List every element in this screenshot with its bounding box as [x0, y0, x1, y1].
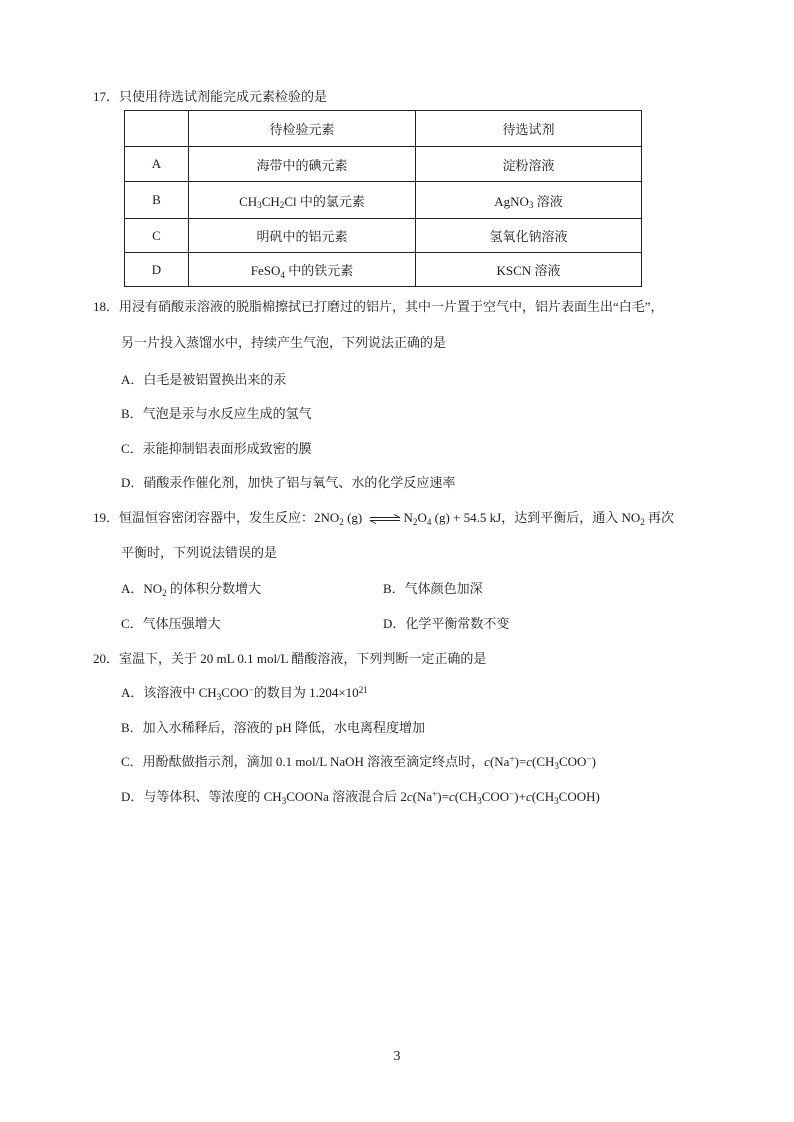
reagent-cell [416, 253, 642, 287]
italic-variable: c [484, 754, 490, 769]
table-header-row [125, 111, 642, 147]
question-number: 20． [93, 651, 120, 666]
subscript: 4 [280, 269, 285, 280]
question-number: 19． [93, 510, 120, 525]
question-20-stem [93, 650, 486, 668]
text-segment: (g) + 54.5 kJ，达到平衡后，通入 NO [431, 510, 641, 525]
question-17-stem [93, 88, 327, 106]
header-cell-element: 待检验元素 [189, 111, 416, 147]
question-18-line-2 [121, 334, 446, 352]
text-segment: 氢氧化钠溶液 [489, 229, 568, 244]
text-segment: 中的铁元素 [284, 263, 354, 278]
text-segment: COONa 溶液混合后 2 [286, 789, 407, 804]
question-text: 只使用待选试剂能完成元素检验的是 [119, 89, 328, 104]
subscript: 3 [477, 795, 482, 806]
text-segment: KSCN 溶液 [496, 263, 561, 278]
element-cell [189, 182, 416, 219]
question-text: 用浸有硝酸汞溶液的脱脂棉擦拭已打磨过的铝片，其中一片置于空气中，铝片表面生出“白毛”， [119, 299, 664, 314]
option-label: A． [121, 372, 144, 387]
table-row [125, 182, 642, 219]
question-18-option-b [121, 405, 312, 423]
superscript: + [432, 788, 438, 799]
element-cell [189, 253, 416, 287]
option-text: 气体颜色加深 [404, 581, 483, 596]
option-label: B． [121, 406, 143, 421]
table-row [125, 253, 642, 287]
text-segment: 淀粉溶液 [502, 157, 555, 173]
option-label: A． [121, 685, 144, 700]
subscript: 3 [554, 760, 559, 771]
superscript: − [248, 684, 254, 695]
text-segment: ) [591, 754, 596, 769]
question-19-line-2 [121, 544, 277, 562]
row-label: B [125, 182, 189, 219]
option-label: B． [121, 720, 143, 735]
question-19-option-d [383, 615, 509, 633]
subscript: 3 [554, 795, 559, 806]
text-segment: )+ [514, 789, 526, 804]
superscript: − [586, 753, 592, 764]
text-segment: Cl 中的氯元素 [284, 193, 365, 209]
option-text: 硝酸汞作催化剂，加快了铝与氧气、水的化学反应速率 [143, 475, 456, 490]
subscript: 3 [216, 691, 222, 702]
text-segment: 用酚酞做指示剂，滴加 0.1 mol/L NaOH 溶液至滴定终点时， [142, 754, 485, 769]
text-segment: (CH [454, 789, 478, 804]
question-19-option-c [121, 615, 221, 633]
option-text: 气体压强增大 [142, 616, 221, 631]
page-number: 3 [393, 1049, 401, 1064]
question-20-option-a [121, 684, 368, 702]
text-segment: 与等体积、等浓度的 CH [143, 789, 282, 804]
option-text: 汞能抑制铝表面形成致密的膜 [142, 441, 312, 456]
question-19-option-b [383, 580, 483, 598]
question-19-line-1 [93, 509, 674, 527]
question-text: 平衡时，下列说法错误的是 [121, 545, 278, 560]
text-segment: )= [514, 754, 527, 769]
option-label: D． [121, 475, 144, 490]
subscript: 2 [279, 200, 285, 211]
text-segment: AgNO [494, 193, 529, 209]
text-segment: COO [558, 754, 587, 769]
question-number: 18． [93, 299, 120, 314]
question-18-line-1 [93, 298, 664, 316]
question-20-option-c [121, 753, 596, 771]
element-cell [189, 219, 416, 253]
text-segment: 再次 [644, 510, 675, 525]
superscript: + [509, 753, 515, 764]
text-segment: 的体积分数增大 [166, 581, 261, 596]
text-segment: N [403, 510, 413, 525]
text-segment: 明矾中的铝元素 [256, 229, 348, 244]
text-segment: 该溶液中 CH [143, 685, 217, 700]
equilibrium-arrow-icon [369, 514, 401, 524]
question-18-option-c [121, 440, 312, 458]
text-segment: COOH) [558, 789, 600, 804]
text-segment: (CH [532, 754, 555, 769]
text-segment: O [417, 510, 427, 525]
header-cell-reagent: 待选试剂 [416, 111, 642, 147]
text-segment: 的数目为 1.204×10 [253, 685, 359, 700]
question-19-option-a [121, 580, 261, 598]
table-row [125, 147, 642, 182]
subscript: 2 [162, 587, 167, 598]
option-label: C． [121, 754, 143, 769]
text-segment: 溶液 [533, 193, 563, 209]
subscript: 2 [339, 516, 344, 527]
option-label: C． [121, 441, 143, 456]
text-segment: FeSO [250, 263, 281, 278]
option-label: D． [121, 789, 144, 804]
row-label: C [125, 219, 189, 253]
reagent-cell [416, 182, 642, 219]
question-text: 室温下，关于 20 mL 0.1 mol/L 醋酸溶液，下列判断一定正确的是 [119, 651, 487, 666]
reagent-cell [416, 147, 642, 182]
row-label: A [125, 147, 189, 182]
italic-variable: c [526, 754, 533, 769]
text-segment: )= [437, 789, 449, 804]
option-text: 化学平衡常数不变 [405, 616, 510, 631]
question-18-option-d [121, 474, 455, 492]
text-segment: (Na [489, 754, 510, 769]
text-segment: COO [221, 685, 249, 700]
text-segment: (CH [531, 789, 555, 804]
subscript: 4 [426, 516, 432, 527]
option-label: C． [121, 616, 143, 631]
text-segment: 恒温恒容密闭容器中，发生反应：2NO [119, 510, 340, 525]
option-text: 加入水稀释后，溶液的 pH 降低，水电离程度增加 [142, 720, 426, 735]
subscript: 3 [281, 795, 287, 806]
italic-variable: c [406, 789, 413, 804]
superscript: 21 [358, 684, 368, 695]
italic-variable: c [448, 789, 455, 804]
question-20-option-d [121, 788, 600, 806]
text-segment: NO [143, 581, 163, 596]
table-row [125, 219, 642, 253]
subscript: 3 [257, 200, 262, 211]
option-text: 白毛是被铝置换出来的汞 [143, 372, 287, 387]
option-text: 气泡是汞与水反应生成的氢气 [142, 406, 312, 421]
element-cell [189, 147, 416, 182]
italic-variable: c [525, 789, 532, 804]
option-label: A． [121, 581, 144, 596]
text-segment: (g) [343, 510, 366, 525]
subscript: 2 [640, 516, 645, 527]
header-cell-blank [125, 111, 189, 147]
question-text: 另一片投入蒸馏水中，持续产生气泡，下列说法正确的是 [121, 335, 447, 350]
text-segment: (Na [412, 789, 433, 804]
text-segment: COO [481, 789, 510, 804]
question-20-option-b [121, 719, 425, 737]
reagent-table [124, 110, 642, 287]
text-segment: CH [239, 193, 258, 209]
subscript: 3 [528, 200, 534, 211]
text-segment: CH [261, 193, 280, 209]
question-18-option-a [121, 371, 286, 389]
text-segment: 海带中的碘元素 [256, 157, 348, 173]
option-label: B． [383, 581, 405, 596]
superscript: − [509, 788, 515, 799]
option-label: D． [383, 616, 406, 631]
row-label: D [125, 253, 189, 287]
reagent-cell [416, 219, 642, 253]
subscript: 2 [412, 516, 418, 527]
question-number: 17． [93, 89, 120, 104]
